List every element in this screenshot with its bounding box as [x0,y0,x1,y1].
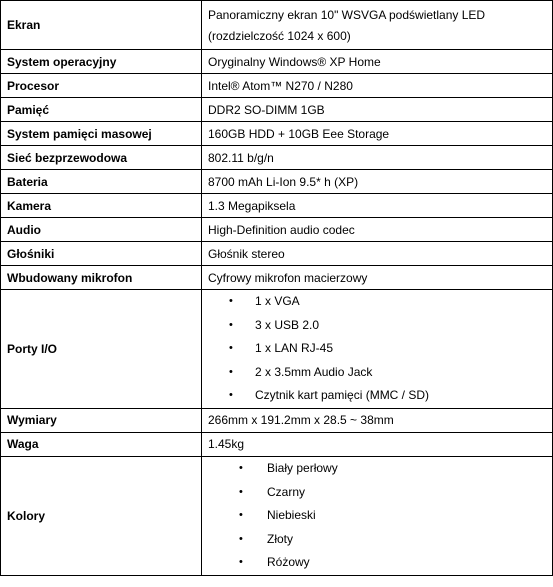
bullet-icon: • [229,295,233,307]
list-item-text: 1 x VGA [255,294,300,308]
spec-label: Pamięć [1,98,202,122]
spec-value [202,1,553,50]
list-item [208,551,546,575]
list-item-text: 3 x USB 2.0 [255,317,320,332]
spec-row-system [1,50,553,74]
spec-label: Kamera [1,194,202,218]
spec-row-storage [1,122,553,146]
list-item [208,314,546,338]
list-item-text: Czytnik kart pamięci (MMC / SD) [255,388,430,403]
spec-label: Wymiary [1,408,202,432]
spec-label: Wbudowany mikrofon [1,266,202,290]
bullet-icon: • [229,365,233,378]
spec-row-kolory [1,456,553,575]
list-item-text: Czarny [267,484,306,499]
spec-value-line: (rozdzielczość 1024 x 600) [208,28,351,43]
spec-label: System operacyjny [1,50,202,74]
spec-value: 1.45kg [202,432,553,456]
ports-list [208,290,546,408]
spec-row-waga [1,432,553,456]
spec-label: Audio [1,218,202,242]
bullet-icon: • [229,318,233,331]
bullet-icon: • [229,389,233,402]
list-item-text: 1 x LAN RJ-45 [255,341,334,356]
spec-row-audio [1,218,553,242]
list-item-text: Różowy [267,555,310,570]
bullet-icon: • [239,556,243,569]
list-item [208,504,546,528]
list-item [208,528,546,552]
spec-label: Głośniki [1,242,202,266]
list-item [208,361,546,385]
spec-value: Cyfrowy mikrofon macierzowy [202,266,553,290]
spec-value: Intel® Atom™ N270 / N280 [202,74,553,98]
list-item-text: 2 x 3.5mm Audio Jack [255,364,373,379]
spec-value: 8700 mAh Li-Ion 9.5* h (XP) [202,170,553,194]
spec-label: Ekran [1,1,202,50]
spec-value: Głośnik stereo [202,242,553,266]
spec-label: Waga [1,432,202,456]
spec-value: Oryginalny Windows® XP Home [202,50,553,74]
bullet-icon: • [239,485,243,498]
spec-label: Porty I/O [1,290,202,409]
bullet-icon: • [239,532,243,545]
spec-value-line: Panoramiczny ekran 10" WSVGA podświetlany LED [208,7,486,22]
spec-row-wifi [1,146,553,170]
spec-label: Procesor [1,74,202,98]
list-item-text: Biały perłowy [267,460,338,475]
list-item-text: Niebieski [267,508,316,523]
list-item [208,457,546,481]
spec-row-kamera [1,194,553,218]
spec-row-pamiec [1,98,553,122]
spec-value: 802.11 b/g/n [202,146,553,170]
colors-list [208,457,546,575]
spec-value: 160GB HDD + 10GB Eee Storage [202,122,553,146]
list-item [208,337,546,361]
spec-row-glosniki [1,242,553,266]
spec-label: System pamięci masowej [1,122,202,146]
spec-value [202,456,553,575]
bullet-icon: • [229,342,233,355]
bullet-icon: • [239,509,243,522]
spec-label: Sieć bezprzewodowa [1,146,202,170]
spec-row-bateria [1,170,553,194]
list-item [208,481,546,505]
spec-value: DDR2 SO-DIMM 1GB [202,98,553,122]
spec-row-mikrofon [1,266,553,290]
spec-value: 1.3 Megapiksela [202,194,553,218]
list-item-text: Złoty [267,531,294,546]
bullet-icon: • [239,461,243,474]
spec-value: High-Definition audio codec [202,218,553,242]
spec-value: 266mm x 191.2mm x 28.5 ~ 38mm [202,408,553,432]
spec-label: Kolory [1,456,202,575]
list-item [208,290,546,314]
list-item [208,384,546,408]
spec-row-wymiary [1,408,553,432]
spec-row-porty [1,290,553,409]
spec-value [202,290,553,409]
spec-row-procesor [1,74,553,98]
spec-label: Bateria [1,170,202,194]
spec-row-ekran [1,1,553,50]
